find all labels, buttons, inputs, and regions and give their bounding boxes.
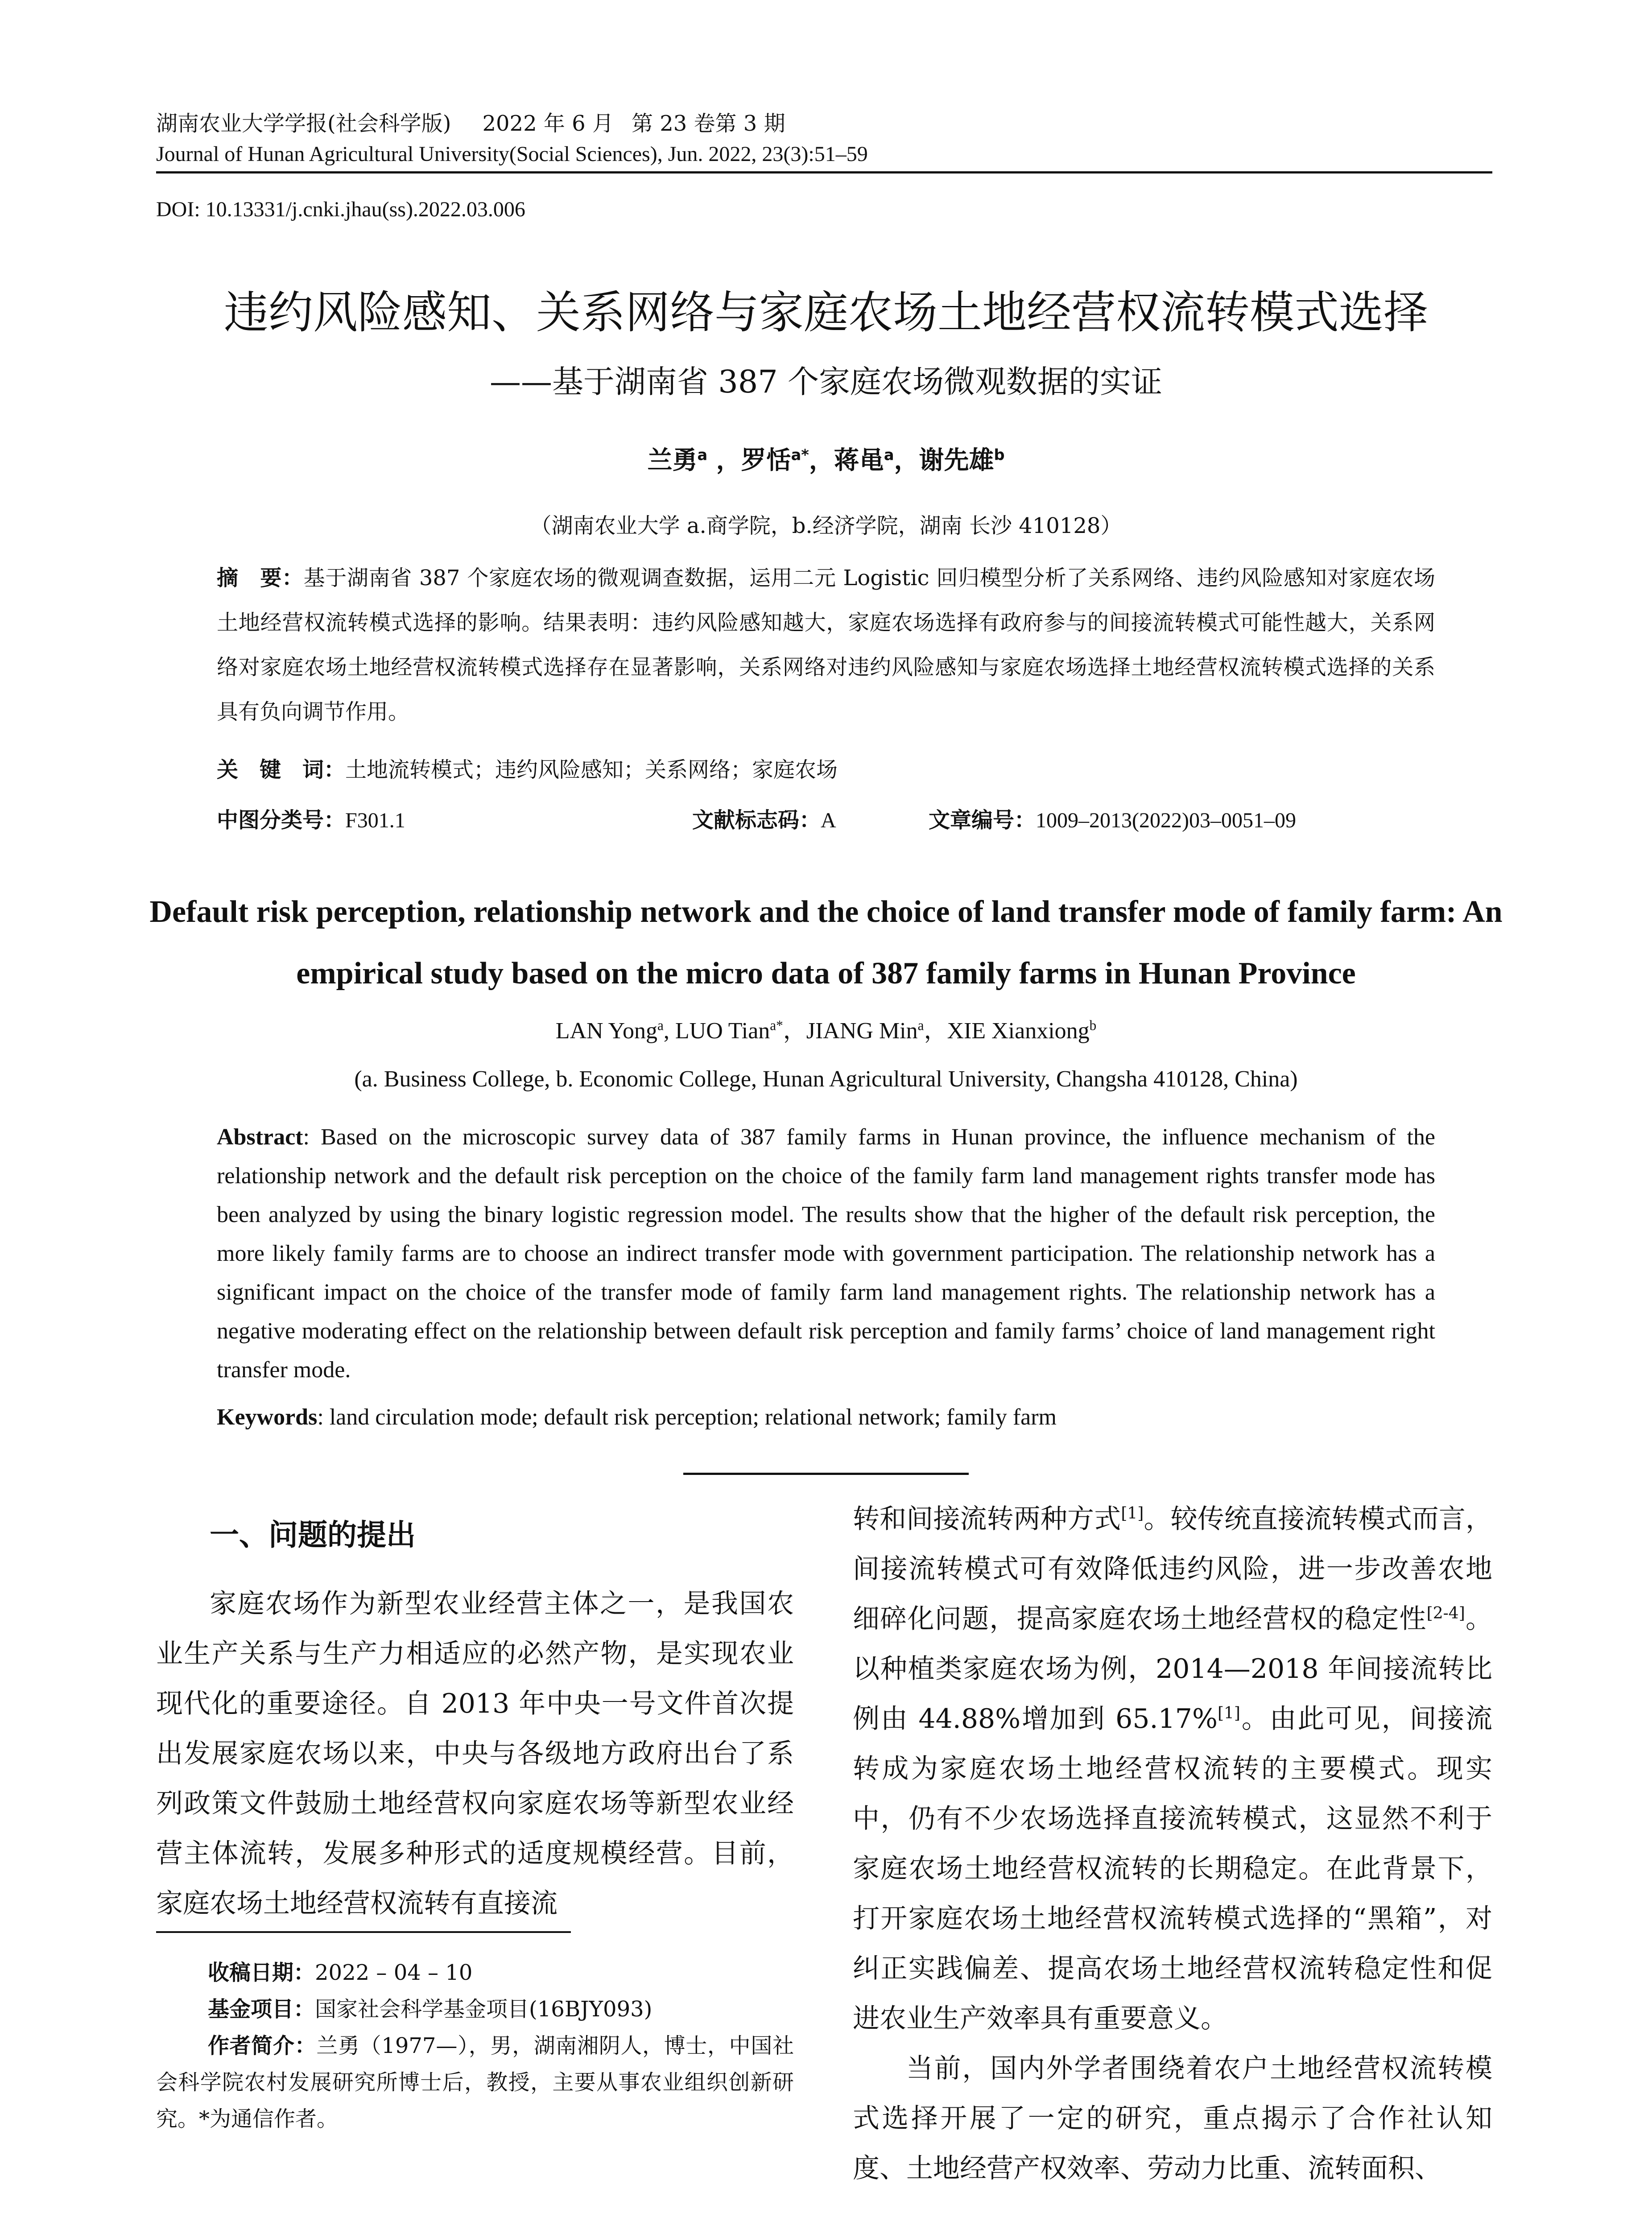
body-left-column — [156, 1579, 794, 1929]
issue-date-cn: 2022 年 6 月 — [482, 111, 614, 136]
doc-code-label: 文献标志码： — [692, 808, 821, 833]
body-paragraph-continued — [853, 1494, 1492, 2044]
journal-header-en: Journal of Hunan Agricultural University(Social Sciences), Jun. 2022, 23(3):51–59 — [156, 142, 868, 166]
clc-value: F301.1 — [345, 809, 405, 832]
author-separator: , — [663, 1018, 675, 1044]
article-number-label: 文章编号： — [929, 808, 1036, 833]
footnote-rule — [156, 1931, 571, 1933]
clc-label: 中图分类号： — [217, 808, 346, 833]
author-name: 罗恬 — [741, 446, 791, 475]
text-run: 。以种植类家庭农场为例，2014—2018 年间接流转比例由 44.88%增加到 65.17% — [853, 1603, 1493, 1734]
keywords-cn-label: 关 键 词： — [217, 757, 346, 782]
author-affil-mark-en: a — [917, 1017, 924, 1033]
text-run: 。较传统直接流转模式而言，间接流转模式可有效降低违约风险，进一步改善农地细碎化问题，提高家庭农场土地经营权的稳定性 — [853, 1503, 1493, 1635]
article-number-value: 1009–2013(2022)03–0051–09 — [1036, 809, 1296, 832]
keywords-en-label: Keywords — [217, 1404, 318, 1430]
journal-name-cn: 湖南农业大学学报(社会科学版) — [156, 111, 451, 136]
document-code — [692, 803, 836, 834]
author-name-en: LAN Yong — [555, 1018, 658, 1044]
author-affil-mark: a* — [791, 446, 809, 464]
title-en: Default risk perception, relationship network and the choice of land transfer mode of family farm: An empirical study based on the micro data of 387 family farms in Hunan Province — [149, 895, 1503, 991]
abstract-en-label: Abstract — [217, 1124, 303, 1150]
subtitle-cn: ——基于湖南省 387 个家庭农场微观数据的实证 — [489, 363, 1163, 400]
author-name: 谢先雄 — [919, 446, 994, 475]
keywords-en-text: : land circulation mode; default risk perception; relational network; family farm — [317, 1404, 1057, 1430]
abstract-cn-text: 基于湖南省 387 个家庭农场的微观调查数据，运用二元 Logistic 回归模型分析了关系网络、违约风险感知对家庭农场土地经营权流转模式选择的影响。结果表明：违约风险感知越大，家庭农场选择有政府参与的间接流转模式可能性越大，关系网络对家庭农场土地经营权流转模式选择存在显著影响，关系网络对违约风险感知与家庭农场选择土地经营权流转模式选择的关系具有负向调节作用。 — [217, 566, 1435, 724]
author-bio-label: 作者简介： — [208, 2033, 317, 2058]
clc-number — [217, 803, 405, 834]
received-label: 收稿日期： — [208, 1960, 315, 1985]
keywords-cn — [217, 747, 1435, 792]
fund-value: 国家社会科学基金项目(16BJY093) — [315, 1997, 653, 2022]
fund-label: 基金项目： — [208, 1997, 315, 2022]
affiliation-cn: （湖南农业大学 a.商学院，b.经济学院，湖南 长沙 410128） — [530, 513, 1122, 538]
title-cn: 违约风险感知、关系网络与家庭农场土地经营权流转模式选择 — [224, 286, 1428, 339]
footnote — [156, 1954, 794, 2137]
author-affil-mark-en: a — [657, 1017, 664, 1033]
received-date — [156, 1954, 794, 1991]
authors-en — [0, 1012, 1652, 1045]
body-right-column — [853, 1494, 1492, 2193]
author-bio-value: 兰勇（1977—），男，湖南湘阴人，博士，中国社会科学院农村发展研究所博士后，教授，主要从事农业组织创新研究。*为通信作者。 — [156, 2033, 794, 2131]
author-affil-mark-en: b — [1089, 1017, 1097, 1033]
body-paragraph: 家庭农场作为新型农业经营主体之一，是我国农业生产关系与生产力相适应的必然产物，是实现农业现代化的重要途径。自 2013 年中央一号文件首次提出发展家庭农场以来，中央与各级地方政府出台了系列政策文件鼓励土地经营权向家庭农场等新型农业经营主体流转，发展多种形式的适度规模经营。目前，家庭农场土地经营权流转有直接流 — [156, 1588, 794, 1919]
section-heading: 一、问题的提出 — [210, 1518, 416, 1552]
section-divider — [683, 1473, 969, 1475]
author-name: 蒋黾 — [834, 446, 884, 475]
citation-ref: [2-4] — [1426, 1604, 1465, 1623]
author-name-en: LUO Tian — [675, 1018, 770, 1044]
author-separator: ， — [924, 1018, 947, 1044]
author-separator: ， — [783, 1018, 806, 1044]
text-run: 转和间接流转两种方式 — [853, 1503, 1121, 1535]
header-rule — [156, 171, 1492, 173]
abstract-cn-label: 摘 要： — [217, 566, 304, 591]
author-affil-mark: a — [884, 446, 894, 464]
author-name: 兰勇 — [647, 446, 698, 475]
text-run: 。由此可见，间接流转成为家庭农场土地经营权流转的主要模式。现实中，仍有不少农场选择直接流转模式，这显然不利于家庭农场土地经营权流转的长期稳定。在此背景下，打开家庭农场土地经营权流转模式选择的“黑箱”，对纠正实践偏差、提高农场土地经营权流转稳定性和促进农业生产效率具有重要意义。 — [853, 1703, 1493, 2034]
affiliation-en: (a. Business College, b. Economic College, Hunan Agricultural University, Changsha 410128, China) — [354, 1066, 1298, 1092]
abstract-cn — [217, 556, 1435, 734]
fund-project — [156, 1991, 794, 2028]
authors-cn: 兰勇$^a$ ，罗恬$^{a*}$，蒋黾$^a$，谢先雄$^b$ — [647, 446, 1005, 475]
volume-issue-cn: 第 23 卷第 3 期 — [631, 111, 785, 136]
author-bio — [156, 2028, 794, 2137]
keywords-cn-text: 土地流转模式；违约风险感知；关系网络；家庭农场 — [345, 757, 838, 782]
keywords-en — [217, 1404, 1435, 1430]
citation-ref: [1] — [1217, 1704, 1240, 1722]
received-value: 2022 – 04 – 10 — [315, 1960, 473, 1985]
author-name-en: JIANG Min — [806, 1018, 918, 1044]
citation-ref: [1] — [1121, 1504, 1144, 1523]
doc-code-value: A — [821, 809, 836, 832]
body-paragraph: 当前，国内外学者围绕着农户土地经营权流转模式选择开展了一定的研究，重点揭示了合作社认知度、土地经营产权效率、劳动力比重、流转面积、 — [853, 2053, 1492, 2184]
doi: DOI: 10.13331/j.cnki.jhau(ss).2022.03.006 — [156, 198, 525, 221]
author-affil-mark-en: a* — [770, 1017, 783, 1033]
author-affil-mark: b — [994, 446, 1005, 464]
abstract-en — [217, 1118, 1435, 1389]
journal-header-cn — [156, 106, 785, 137]
classification-row — [217, 803, 1435, 838]
author-affil-mark: a — [697, 446, 708, 464]
article-number — [929, 803, 1296, 834]
abstract-en-text: : Based on the microscopic survey data of 387 family farms in Hunan province, the influence mechanism of the relationship network and the default risk perception on the choice of the family farm land management rights transfer mode has been analyzed by using the binary logistic regression model. The results show that the higher of the default risk perception, the more likely family farms are to choose an indirect transfer mode with government participation. The relationship network has a significant impact on the choice of the transfer mode of family farm land management rights. The relationship network has a negative moderating effect on the relationship between default risk perception and family farms’ choice of land management right transfer mode. — [217, 1124, 1435, 1383]
author-name-en: XIE Xianxiong — [947, 1018, 1090, 1044]
